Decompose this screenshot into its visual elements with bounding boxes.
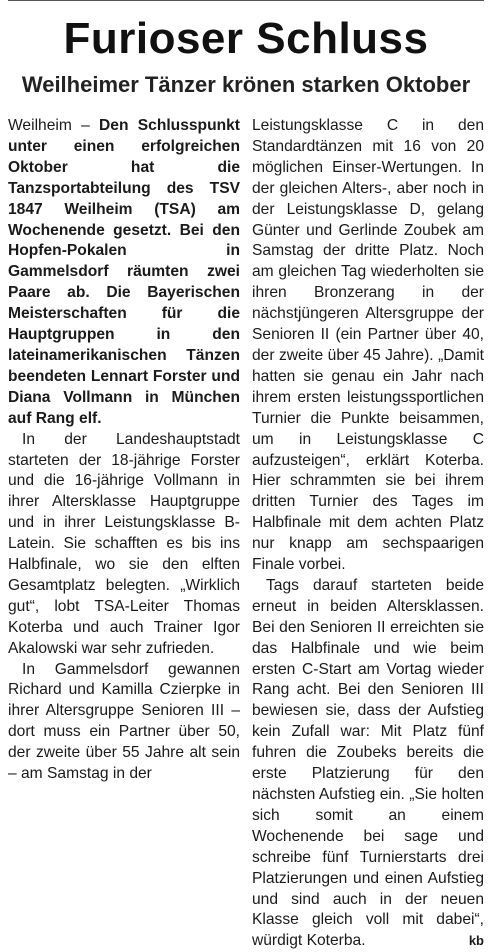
body-paragraph-2-continued: Leistungsklasse C in den Standardtänzen mit 16 von 20 möglichen Einser-Wertungen. In der gleichen Alters-, aber noch in der Leistungsklasse D, gelang Günter und Gerlinde Zoubek am Samstag der dritte Platz. Noch am gleichen Tag wiederholten sie ihren Bronzerang in der nächstjüngeren Altersgruppe der Senioren II (ein Partner über 40, der zweite über 45 Jahre). „Damit hatten sie genau ein Jahr nach ihrem ersten leistungssportlichen Turnier die Punkte beisammen, um in Leistungsklasse C aufzusteigen“, erklärt Koterba. Hier schrammten sie bei ihrem dritten Turnier des Tages im Halbfinale mit dem achten Platz nur knapp am sechspaarigen Finale vorbei. [252, 117, 484, 574]
body-paragraph-2: In Gammelsdorf gewannen Richard und Kamilla Czierpke in ihrer Altersgruppe Senioren III – dort muss ein Partner über 50, der zweite über 55 Jahre alt sein – am Samstag in der [8, 660, 240, 783]
lead-text: Den Schlusspunkt unter einen erfolgreichen Oktober hat die Tanzsportabteilung des TSV 1847 Weilheim (TSA) am Wochenende gesetzt. Bei den Hopfen-Pokalen in Gammelsdorf räumten zwei Paare ab. Die Bayerischen Meisterschaften für die Hauptgruppen in den lateinamerikanischen Tänzen beendeten Lennart Forster und Diana Vollmann in München auf Rang elf. [8, 117, 240, 427]
author-initials: kb [468, 933, 484, 949]
headline: Furioser Schluss [63, 14, 429, 63]
body-paragraph-3 [252, 576, 484, 952]
column-right [252, 116, 484, 950]
dateline: Weilheim – [8, 117, 100, 134]
top-rule [8, 0, 484, 7]
body-paragraph-1: In der Landeshauptstadt starteten der 18-jährige Forster und die 16-jährige Vollmann in ihrer Altersklasse Hauptgruppe und in ihrer Leistungsklasse B-Latein. Sie schafften es bis ins Halbfinale, wo sie den elften Gesamtplatz belegten. „Wirklich gut“, lobt TSA-Leiter Thomas Koterba und auch Trainer Igor Akalowski war sehr zufrieden. [8, 430, 240, 657]
lead-paragraph [8, 116, 240, 430]
article-body [8, 116, 484, 950]
column-left [8, 116, 240, 800]
body-paragraph-3-text: Tags darauf starteten beide erneut in beiden Altersklassen. Bei den Senioren II erreichten sie das Halbfinale und wie beim ersten C-Start am Vortag wieder Rang acht. Bei den Senioren III bewiesen sie, dass der Aufstieg kein Zufall war: Mit Platz fünf fuhren die Zoubeks bereits die erste Platzierung für den nächsten Aufstieg ein. „Sie holten sich somit an einem Wochenende bei sage und schreibe fünf Turnierstarts drei Platzierungen und einen Aufstieg und sind auch in der neuen Klasse gleich voll mit dabei“, würdigt Koterba. [252, 576, 484, 950]
subheadline: Weilheimer Tänzer krönen starken Oktober [21, 72, 471, 97]
